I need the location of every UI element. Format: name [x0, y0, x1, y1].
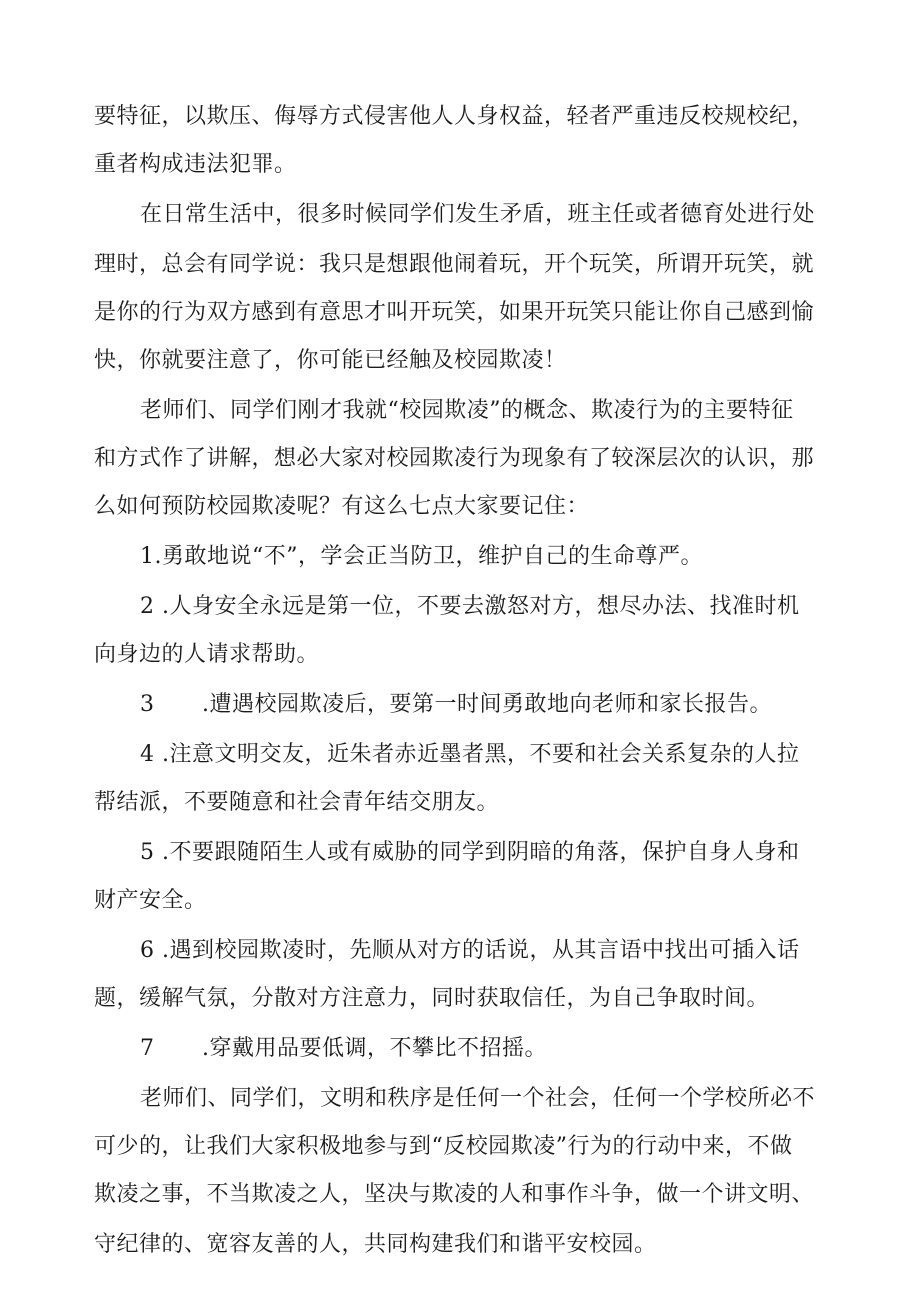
paragraph-line: 和方式作了讲解，想必大家对校园欺凌行为现象有了较深层次的认识，那	[94, 446, 815, 471]
paragraph-line: 可少的，让我们大家积极地参与到“反校园欺凌”行为的行动中来，不做	[94, 1134, 793, 1159]
paragraph-line: 守纪律的、宽容友善的人，共同构建我们和谐平安校园。	[94, 1232, 657, 1257]
paragraph-line: 是你的行为双方感到有意思才叫开玩笑，如果开玩笑只能让你自己感到愉	[94, 300, 815, 325]
item-number: 1.	[140, 544, 162, 569]
list-item	[140, 840, 800, 866]
paragraph-line: 老师们、同学们，文明和秩序是任何一个社会，任何一个学校所必不	[140, 1086, 816, 1111]
list-item-continuation: 题，缓解气氛，分散对方注意力，同时获取信任，为自己争取时间。	[94, 986, 770, 1011]
list-item-continuation: 帮结派，不要随意和社会青年结交朋友。	[94, 790, 500, 815]
item-number: 5 .	[140, 840, 170, 865]
paragraph-line: 快，你就要注意了，你可能已经触及校园欺凌！	[94, 348, 567, 373]
item-number: 2 .	[140, 594, 170, 619]
item-text: 遇到校园欺凌时，先顺从对方的话说，从其言语中找出可插入话	[169, 938, 800, 963]
list-item-continuation: 向身边的人请求帮助。	[94, 642, 320, 667]
list-item-continuation: 财产安全。	[94, 888, 207, 913]
item-number: 3	[140, 692, 155, 717]
list-item	[140, 1036, 547, 1062]
item-text: 人身安全永远是第一位，不要去激怒对方，想尽办法、找准时机	[169, 594, 800, 619]
paragraph-line: 么如何预防校园欺凌呢？有这么七点大家要记住：	[94, 494, 590, 519]
list-item	[140, 692, 772, 718]
paragraph-line: 重者构成违法犯罪。	[94, 152, 297, 177]
list-item	[140, 594, 800, 620]
item-number: 4 .	[140, 742, 170, 767]
paragraph-line: 在日常生活中，很多时候同学们发生矛盾，班主任或者德育处进行处	[140, 202, 816, 227]
item-number: 6 .	[140, 938, 170, 963]
item-text: 注意文明交友，近朱者赤近墨者黑，不要和社会关系复杂的人拉	[169, 742, 800, 767]
list-item	[140, 938, 800, 964]
item-text: 不要跟随陌生人或有威胁的同学到阴暗的角落，保护自身人身和	[169, 840, 800, 865]
paragraph-line: 老师们、同学们刚才我就“校园欺凌”的概念、欺凌行为的主要特征	[140, 398, 794, 423]
item-number: 7	[140, 1036, 155, 1061]
item-text: .穿戴用品要低调，不攀比不招摇。	[202, 1036, 547, 1061]
paragraph-line: 欺凌之事，不当欺凌之人，坚决与欺凌的人和事作斗争，做一个讲文明、	[94, 1182, 815, 1207]
list-item	[140, 742, 800, 768]
item-text: 勇敢地说“不”，学会正当防卫，维护自己的生命尊严。	[162, 544, 703, 569]
paragraph-line: 要特征，以欺压、侮辱方式侵害他人人身权益，轻者严重违反校规校纪，	[94, 104, 815, 129]
paragraph-line: 理时，总会有同学说：我只是想跟他闹着玩，开个玩笑，所谓开玩笑，就	[94, 252, 815, 277]
list-item	[140, 544, 703, 570]
item-text: .遭遇校园欺凌后，要第一时间勇敢地向老师和家长报告。	[202, 692, 772, 717]
